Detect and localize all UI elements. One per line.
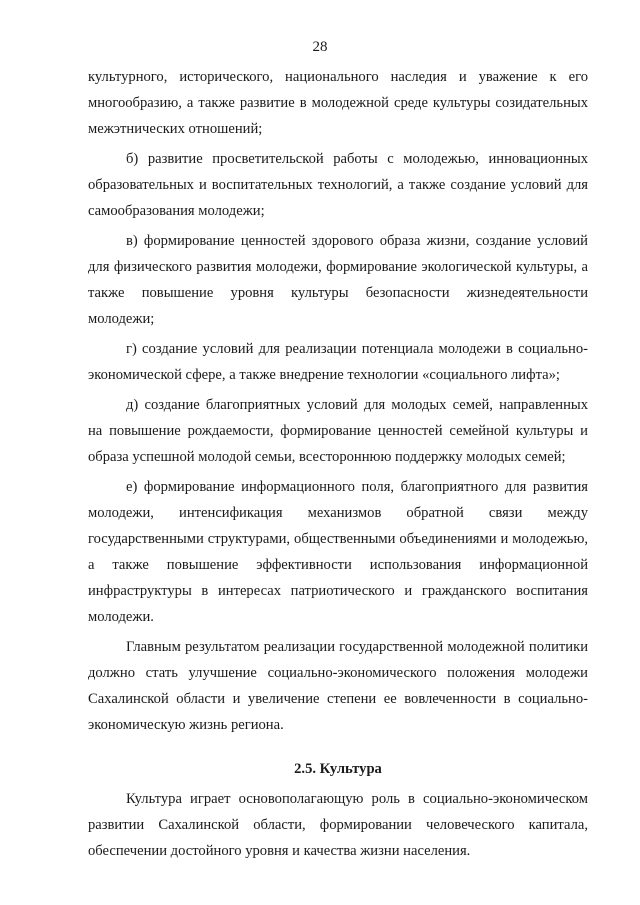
paragraph-main-result: Главным результатом реализации государственной молодежной политики должно стать улучшение социально-экономического положения молодежи Сахалинской области и увеличение степени ее вовлеченности в социально-экономическую жизнь региона.: [88, 639, 588, 733]
page-number: 28: [312, 39, 328, 55]
paragraph-culture-intro: Культура играет основополагающую роль в социально-экономическом развитии Сахалинской области, формировании человеческого капитала, обеспечении достойного уровня и качества жизни населения.: [88, 791, 588, 859]
document-body: [88, 64, 588, 868]
paragraph-item-b: б) развитие просветительской работы с молодежью, инновационных образовательных и воспитательных технологий, а также создание условий для самообразования молодежи;: [88, 151, 588, 219]
paragraph-item-v: в) формирование ценностей здорового образа жизни, создание условий для физического развития молодежи, формирование экологической культуры, а также повышение уровня культуры безопасности жизнедеятельности молодежи;: [88, 233, 588, 327]
paragraph-item-d: д) создание благоприятных условий для молодых семей, направленных на повышение рождаемости, формирование ценностей семейной культуры и образа успешной молодой семьи, всестороннюю поддержку молодых семей;: [88, 397, 588, 465]
paragraph-item-g: г) создание условий для реализации потенциала молодежи в социально-экономической сфере, а также внедрение технологии «социального лифта»;: [88, 341, 588, 383]
paragraph-item-e: е) формирование информационного поля, благоприятного для развития молодежи, интенсификация механизмов обратной связи между государственными структурами, общественными объединениями и молодежью, а также повышение эффективности использования информационной инфраструктуры в интересах патриотического и гражданского воспитания молодежи.: [88, 479, 588, 625]
paragraph-continuation: культурного, исторического, национального наследия и уважение к его многообразию, а также развитие в молодежной среде культуры созидательных межэтнических отношений;: [88, 69, 588, 137]
section-heading-culture: 2.5. Культура: [294, 761, 382, 777]
